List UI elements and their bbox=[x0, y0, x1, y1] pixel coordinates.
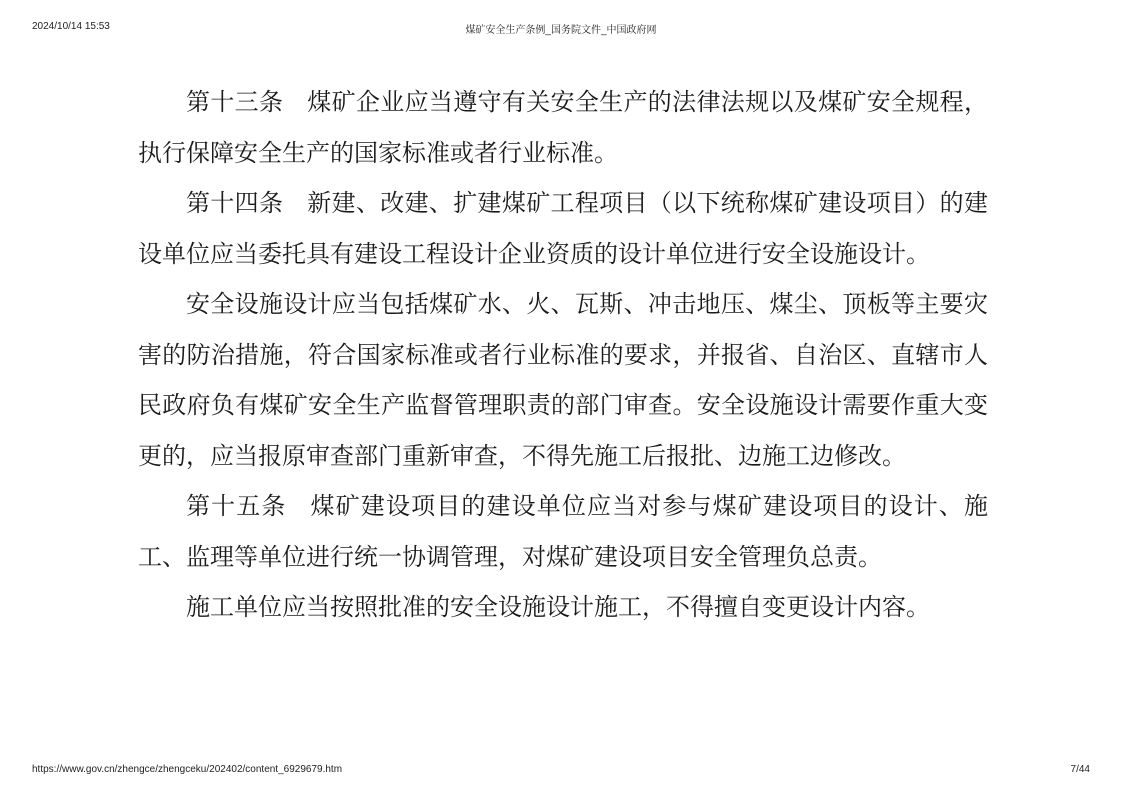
paragraph-article-13 bbox=[138, 77, 988, 178]
paragraph-article-14-design bbox=[138, 279, 988, 481]
document-body bbox=[138, 77, 988, 633]
paragraph-text: 新建、改建、扩建煤矿工程项目（以下统称煤矿建设项目）的建设单位应当委托具有建设工程设计企业资质的设计单位进行安全设施设计。 bbox=[138, 189, 989, 268]
article-number: 第十四条 bbox=[186, 189, 284, 217]
print-datetime: 2024/10/14 15:53 bbox=[32, 21, 110, 32]
paragraph-article-15-construction bbox=[138, 582, 988, 633]
paragraph-article-15 bbox=[138, 481, 988, 582]
article-number: 第十五条 bbox=[186, 492, 287, 520]
document-title: 煤矿安全生产条例_国务院文件_中国政府网 bbox=[465, 25, 657, 36]
paragraph-text: 煤矿建设项目的建设单位应当对参与煤矿建设项目的设计、施工、监理等单位进行统一协调管理，对煤矿建设项目安全管理负总责。 bbox=[138, 492, 989, 571]
print-footer bbox=[32, 764, 1090, 778]
paragraph-text: 安全设施设计应当包括煤矿水、火、瓦斯、冲击地压、煤尘、顶板等主要灾害的防治措施，符合国家标准或者行业标准的要求，并报省、自治区、直辖市人民政府负有煤矿安全生产监督管理职责的部门审查。安全设施设计需要作重大变更的，应当报原审查部门重新审查，不得先施工后报批、边施工边修改。 bbox=[138, 290, 988, 470]
page-url: https://www.gov.cn/zhengce/zhengceku/202402/content_6929679.htm bbox=[32, 764, 343, 775]
article-number: 第十三条 bbox=[186, 88, 284, 116]
print-header bbox=[32, 21, 1090, 35]
paragraph-text: 施工单位应当按照批准的安全设施设计施工，不得擅自变更设计内容。 bbox=[186, 593, 930, 621]
paragraph-article-14 bbox=[138, 178, 988, 279]
paragraph-text: 煤矿企业应当遵守有关安全生产的法律法规以及煤矿安全规程，执行保障安全生产的国家标准或者行业标准。 bbox=[138, 88, 989, 167]
page-number: 7/44 bbox=[1070, 764, 1090, 775]
